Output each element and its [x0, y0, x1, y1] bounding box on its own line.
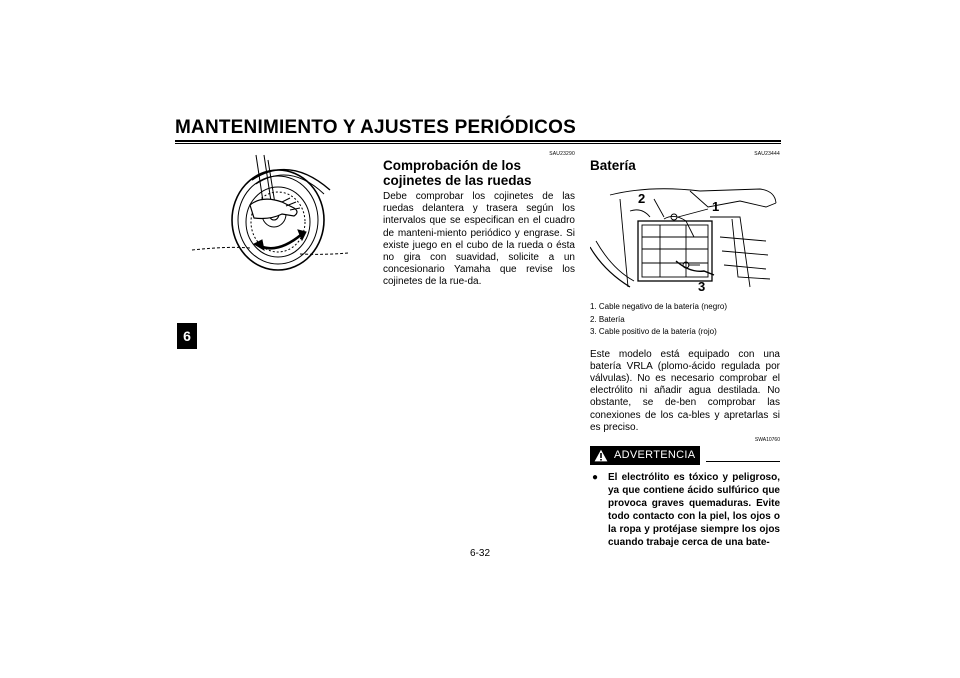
legend-item: 1. Cable negativo de la batería (negro) [590, 302, 727, 311]
warning-triangle-icon [594, 449, 608, 462]
section-code: SAU23444 [754, 151, 780, 157]
warning-label: ADVERTENCIA [614, 449, 696, 462]
warning-code: SWA10760 [754, 436, 780, 443]
callout-3: 3 [698, 279, 706, 294]
warning-badge [590, 446, 700, 465]
bullet-icon: ● [592, 471, 599, 483]
header-rule [175, 140, 781, 142]
page-number: 6-32 [469, 548, 490, 559]
wheel-bearings-section [383, 150, 575, 289]
section-body: Este modelo está equipado con una batería VRLA (plomo-ácido regulada por válvulas). No es necesario comprobar el electrólito ni añadir agua destilada. No obstante, se de-ben comprobar las conexiones de los ca-bles y apretarlas si es preciso. [590, 348, 780, 433]
battery-illustration [590, 177, 780, 295]
legend-item: 3. Cable positivo de la batería (rojo) [590, 327, 717, 336]
warning-heading [590, 446, 780, 465]
callout-1: 1 [712, 199, 720, 214]
page-header-title: MANTENIMIENTO Y AJUSTES PERIÓDICOS [175, 117, 576, 138]
battery-section [590, 150, 780, 549]
warning-text: El electrólito es tóxico y peligroso, ya que contiene ácido sulfúrico que provoca graves quemaduras. Evite todo contacto con la piel, los ojos o la ropa y protéjase siempre los ojos cuando trabaje cerca de una bate- [608, 471, 780, 549]
wheel-illustration [190, 150, 350, 275]
section-title: Comprobación de los cojinetes de las ruedas [383, 158, 532, 188]
callout-2: 2 [638, 191, 646, 206]
battery-drawing [590, 177, 780, 295]
legend-item: 2. Batería [590, 314, 625, 324]
figure-legend [590, 301, 780, 339]
section-body: Debe comprobar los cojinetes de las ruedas delantera y trasera según los intervalos que se especifican en el cuadro de manteni-miento periódico y engrase. Si existe juego en el cubo de la rueda o ésta no gira con suavidad, solicite a un concesionario Yamaha que revise los cojinetes de la rue-da. [383, 191, 575, 288]
section-code: SAU23290 [549, 151, 575, 157]
warning-list [590, 471, 780, 550]
warning-rule [706, 461, 780, 462]
section-title: Batería [590, 158, 636, 173]
wheel-drawing [190, 150, 350, 275]
header-rule-thin [175, 143, 781, 144]
chapter-tab: 6 [177, 323, 197, 349]
